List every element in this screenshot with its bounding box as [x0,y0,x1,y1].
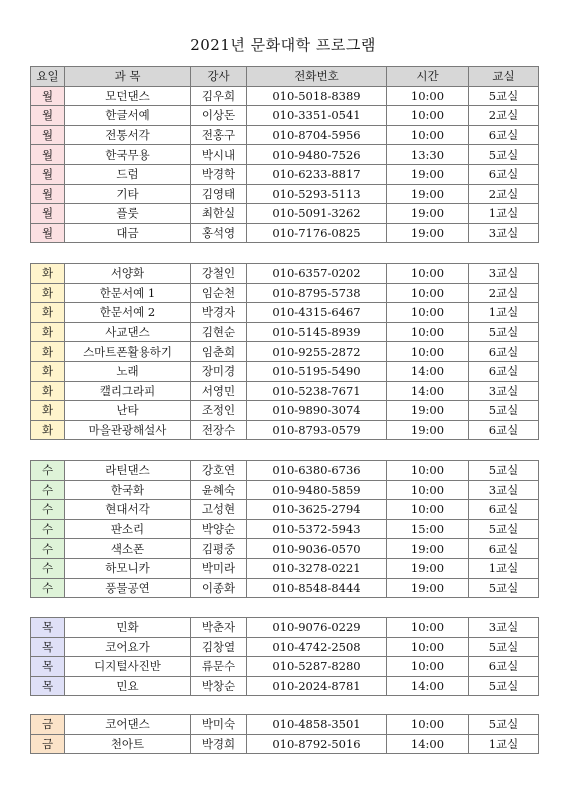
table-row [31,401,539,421]
instructor-cell: 이종화 [191,578,247,598]
room-cell: 2교실 [469,283,539,303]
time-cell: 15:00 [387,519,469,539]
day-cell: 수 [31,578,65,598]
table-row [31,106,539,126]
course-cell: 한국화 [65,480,191,500]
phone-cell: 010-6233-8817 [247,164,387,184]
table-row [31,500,539,520]
table-row [31,480,539,500]
course-cell: 대금 [65,223,191,243]
time-cell: 14:00 [387,734,469,754]
instructor-cell: 윤혜숙 [191,480,247,500]
room-cell: 6교실 [469,500,539,520]
phone-cell: 010-4742-2508 [247,637,387,657]
table-row [31,223,539,243]
course-cell: 스마트폰활용하기 [65,342,191,362]
table-row [31,519,539,539]
instructor-cell: 김평중 [191,539,247,559]
instructor-cell: 장미경 [191,361,247,381]
table-row [31,578,539,598]
time-cell: 19:00 [387,401,469,421]
day-cell: 목 [31,637,65,657]
room-cell: 5교실 [469,401,539,421]
room-cell: 3교실 [469,264,539,284]
day-cell: 수 [31,500,65,520]
instructor-cell: 홍석영 [191,223,247,243]
instructor-cell: 강철인 [191,264,247,284]
room-cell: 2교실 [469,106,539,126]
day-cell: 목 [31,657,65,677]
instructor-cell: 전장수 [191,420,247,440]
instructor-cell: 박창순 [191,676,247,696]
header-row [31,67,539,87]
day-cell: 월 [31,145,65,165]
course-cell: 사교댄스 [65,322,191,342]
room-cell: 1교실 [469,734,539,754]
time-cell: 10:00 [387,283,469,303]
phone-cell: 010-5018-8389 [247,86,387,106]
day-cell: 금 [31,715,65,735]
table-row [31,715,539,735]
room-cell: 5교실 [469,461,539,481]
header-instructor: 강사 [191,67,247,87]
table-row [31,676,539,696]
phone-cell: 010-9480-7526 [247,145,387,165]
instructor-cell: 임순천 [191,283,247,303]
course-cell: 천아트 [65,734,191,754]
room-cell: 5교실 [469,86,539,106]
table-row [31,342,539,362]
time-cell: 19:00 [387,164,469,184]
header-course: 과 목 [65,67,191,87]
course-cell: 드럼 [65,164,191,184]
course-cell: 기타 [65,184,191,204]
time-cell: 19:00 [387,539,469,559]
table-row [31,734,539,754]
instructor-cell: 김우희 [191,86,247,106]
time-cell: 10:00 [387,322,469,342]
phone-cell: 010-5195-5490 [247,361,387,381]
course-cell: 한문서예 2 [65,303,191,323]
instructor-cell: 김영태 [191,184,247,204]
phone-cell: 010-5287-8280 [247,657,387,677]
day-cell: 월 [31,223,65,243]
table-row [31,322,539,342]
day-cell: 화 [31,264,65,284]
room-cell: 3교실 [469,223,539,243]
day-cell: 수 [31,539,65,559]
time-cell: 10:00 [387,480,469,500]
instructor-cell: 강호연 [191,461,247,481]
table-row [31,420,539,440]
course-cell: 풍물공연 [65,578,191,598]
instructor-cell: 임춘희 [191,342,247,362]
phone-cell: 010-8704-5956 [247,125,387,145]
time-cell: 10:00 [387,342,469,362]
phone-cell: 010-9255-2872 [247,342,387,362]
room-cell: 5교실 [469,322,539,342]
course-cell: 한국무용 [65,145,191,165]
page-title: 2021년 문화대학 프로그램 [190,36,376,54]
schedule-table [30,617,539,696]
course-cell: 마을관광해설사 [65,420,191,440]
course-cell: 코어요가 [65,637,191,657]
phone-cell: 010-8795-5738 [247,283,387,303]
room-cell: 1교실 [469,303,539,323]
table-row [31,303,539,323]
phone-cell: 010-8792-5016 [247,734,387,754]
course-cell: 디지털사진반 [65,657,191,677]
day-cell: 화 [31,342,65,362]
time-cell: 10:00 [387,500,469,520]
day-cell: 화 [31,361,65,381]
phone-cell: 010-8793-0579 [247,420,387,440]
room-cell: 5교실 [469,519,539,539]
phone-cell: 010-5238-7671 [247,381,387,401]
room-cell: 3교실 [469,480,539,500]
time-cell: 19:00 [387,184,469,204]
room-cell: 6교실 [469,420,539,440]
course-cell: 민화 [65,618,191,638]
table-row [31,164,539,184]
time-cell: 19:00 [387,420,469,440]
course-cell: 캘리그라피 [65,381,191,401]
phone-cell: 010-6357-0202 [247,264,387,284]
day-cell: 수 [31,519,65,539]
course-cell: 색소폰 [65,539,191,559]
phone-cell: 010-9036-0570 [247,539,387,559]
room-cell: 2교실 [469,184,539,204]
time-cell: 19:00 [387,204,469,224]
phone-cell: 010-9480-5859 [247,480,387,500]
course-cell: 라틴댄스 [65,461,191,481]
schedule-table [30,460,539,598]
course-cell: 판소리 [65,519,191,539]
phone-cell: 010-6380-6736 [247,461,387,481]
time-cell: 10:00 [387,637,469,657]
day-cell: 월 [31,164,65,184]
table-row [31,461,539,481]
phone-cell: 010-9076-0229 [247,618,387,638]
course-cell: 난타 [65,401,191,421]
phone-cell: 010-5293-5113 [247,184,387,204]
day-cell: 목 [31,618,65,638]
phone-cell: 010-3351-0541 [247,106,387,126]
day-cell: 월 [31,204,65,224]
time-cell: 10:00 [387,125,469,145]
day-cell: 화 [31,303,65,323]
table-row [31,657,539,677]
instructor-cell: 박미숙 [191,715,247,735]
phone-cell: 010-5145-8939 [247,322,387,342]
room-cell: 6교실 [469,539,539,559]
instructor-cell: 고성현 [191,500,247,520]
course-cell: 서양화 [65,264,191,284]
header-time: 시간 [387,67,469,87]
day-cell: 월 [31,125,65,145]
instructor-cell: 박미라 [191,558,247,578]
time-cell: 10:00 [387,106,469,126]
phone-cell: 010-5091-3262 [247,204,387,224]
phone-cell: 010-2024-8781 [247,676,387,696]
room-cell: 3교실 [469,381,539,401]
time-cell: 19:00 [387,223,469,243]
course-cell: 모던댄스 [65,86,191,106]
table-row [31,264,539,284]
table-row [31,204,539,224]
course-cell: 현대서각 [65,500,191,520]
room-cell: 5교실 [469,145,539,165]
time-cell: 10:00 [387,461,469,481]
day-cell: 화 [31,401,65,421]
day-cell: 화 [31,381,65,401]
table-row [31,539,539,559]
instructor-cell: 박경희 [191,734,247,754]
phone-cell: 010-5372-5943 [247,519,387,539]
room-cell: 6교실 [469,342,539,362]
course-cell: 코어댄스 [65,715,191,735]
instructor-cell: 최한실 [191,204,247,224]
time-cell: 14:00 [387,676,469,696]
instructor-cell: 박춘자 [191,618,247,638]
time-cell: 10:00 [387,657,469,677]
phone-cell: 010-4315-6467 [247,303,387,323]
instructor-cell: 이상돈 [191,106,247,126]
day-cell: 화 [31,322,65,342]
time-cell: 10:00 [387,303,469,323]
day-cell: 수 [31,480,65,500]
room-cell: 6교실 [469,125,539,145]
day-cell: 수 [31,558,65,578]
instructor-cell: 김창열 [191,637,247,657]
course-cell: 민요 [65,676,191,696]
table-row [31,145,539,165]
instructor-cell: 김현순 [191,322,247,342]
schedule-table-with-header [30,66,539,243]
instructor-cell: 박경자 [191,303,247,323]
instructor-cell: 류문수 [191,657,247,677]
course-cell: 한글서예 [65,106,191,126]
day-cell: 목 [31,676,65,696]
time-cell: 10:00 [387,715,469,735]
schedule-table [30,714,539,754]
course-cell: 노래 [65,361,191,381]
table-row [31,361,539,381]
room-cell: 5교실 [469,578,539,598]
table-row [31,558,539,578]
phone-cell: 010-4858-3501 [247,715,387,735]
table-row [31,283,539,303]
day-cell: 월 [31,184,65,204]
time-cell: 19:00 [387,558,469,578]
room-cell: 5교실 [469,676,539,696]
room-cell: 5교실 [469,637,539,657]
day-cell: 수 [31,461,65,481]
day-cell: 월 [31,106,65,126]
room-cell: 6교실 [469,164,539,184]
room-cell: 6교실 [469,657,539,677]
phone-cell: 010-3625-2794 [247,500,387,520]
time-cell: 10:00 [387,618,469,638]
course-cell: 한문서예 1 [65,283,191,303]
instructor-cell: 서영민 [191,381,247,401]
course-cell: 전통서각 [65,125,191,145]
course-cell: 플룻 [65,204,191,224]
room-cell: 1교실 [469,558,539,578]
day-cell: 화 [31,420,65,440]
day-cell: 월 [31,86,65,106]
instructor-cell: 박양순 [191,519,247,539]
time-cell: 13:30 [387,145,469,165]
schedule-table [30,263,539,440]
header-room: 교실 [469,67,539,87]
course-cell: 하모니카 [65,558,191,578]
time-cell: 14:00 [387,361,469,381]
phone-cell: 010-9890-3074 [247,401,387,421]
time-cell: 10:00 [387,86,469,106]
room-cell: 1교실 [469,204,539,224]
time-cell: 19:00 [387,578,469,598]
header-day: 요일 [31,67,65,87]
instructor-cell: 박경학 [191,164,247,184]
instructor-cell: 전홍구 [191,125,247,145]
table-row [31,637,539,657]
time-cell: 10:00 [387,264,469,284]
table-row [31,618,539,638]
phone-cell: 010-3278-0221 [247,558,387,578]
phone-cell: 010-7176-0825 [247,223,387,243]
instructor-cell: 박시내 [191,145,247,165]
table-row [31,184,539,204]
table-row [31,125,539,145]
room-cell: 3교실 [469,618,539,638]
day-cell: 화 [31,283,65,303]
table-row [31,86,539,106]
room-cell: 6교실 [469,361,539,381]
day-cell: 금 [31,734,65,754]
instructor-cell: 조정인 [191,401,247,421]
time-cell: 14:00 [387,381,469,401]
phone-cell: 010-8548-8444 [247,578,387,598]
header-phone: 전화번호 [247,67,387,87]
table-row [31,381,539,401]
room-cell: 5교실 [469,715,539,735]
